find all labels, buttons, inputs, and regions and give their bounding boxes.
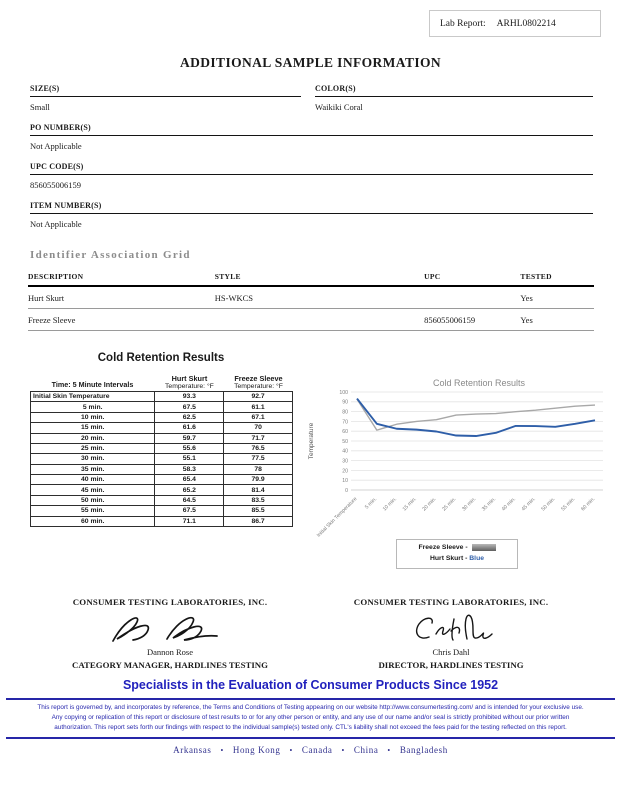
signer-name: Chris Dahl (432, 647, 470, 657)
location-item: Canada (301, 745, 333, 755)
item-number-value: Not Applicable (30, 219, 82, 229)
po-number-value: Not Applicable (30, 141, 82, 151)
column-header: STYLE (215, 270, 424, 286)
item-number-label: ITEM NUMBER(S) (30, 201, 593, 214)
lab-report-box (429, 10, 601, 37)
lab-report-number: ARHL0802214 (496, 18, 556, 29)
size-value: Small (30, 102, 50, 112)
signature-dannon-rose-icon (85, 609, 255, 651)
x-tick-label: 35 min. (480, 496, 498, 513)
cell: 20 min. (31, 433, 155, 443)
y-tick-label: 30 (342, 458, 348, 465)
legend-hurt-skurt-color-word: Blue (469, 554, 484, 562)
company-slogan: Specialists in the Evaluation of Consumer Products Since 1952 (122, 678, 499, 692)
table-row (31, 454, 293, 464)
bullet-separator: • (289, 746, 293, 755)
table-row (28, 286, 594, 309)
hurt-skurt-column-title: Hurt Skurt (171, 374, 208, 383)
cold-retention-table (30, 374, 293, 527)
y-tick-label: 60 (342, 429, 348, 436)
cell: Initial Skin Temperature (31, 392, 155, 402)
cell: 78 (224, 464, 293, 474)
cell: 77.5 (224, 454, 293, 464)
cell: 83.5 (224, 495, 293, 505)
x-tick-label: 55 min. (560, 496, 577, 513)
sample-info-section (30, 84, 593, 229)
cell: 50 min. (31, 495, 155, 505)
chart-legend (396, 539, 518, 569)
x-tick-label: 45 min. (520, 496, 537, 513)
cell: 76.5 (224, 443, 293, 453)
office-locations (0, 745, 621, 755)
cell: 15 min. (31, 423, 155, 433)
cell: 81.4 (224, 485, 293, 495)
table-row (31, 392, 293, 402)
table-row (31, 433, 293, 443)
cell (215, 309, 424, 331)
cell: 55.1 (155, 454, 224, 464)
time-intervals-header: Time: 5 Minute Intervals (51, 380, 134, 389)
cell: 92.7 (224, 392, 293, 402)
signature-chris-dahl-icon (391, 609, 511, 651)
chart-title: Cold Retention Results (432, 378, 526, 388)
y-tick-label: 70 (342, 419, 348, 426)
y-tick-label: 50 (342, 438, 348, 445)
signature-left (35, 597, 305, 670)
po-number-label: PO NUMBER(S) (30, 123, 593, 136)
cell: 61.1 (224, 402, 293, 412)
identifier-grid-heading: Identifier Association Grid (30, 249, 191, 261)
y-tick-label: 80 (342, 409, 348, 416)
upc-code-value: 856055006159 (30, 180, 81, 190)
x-tick-label: 5 min. (364, 496, 379, 511)
lab-report-label: Lab Report: (440, 18, 486, 29)
y-tick-label: 20 (342, 468, 348, 475)
y-tick-label: 90 (342, 399, 348, 406)
table-row (31, 464, 293, 474)
color-value: Waikiki Coral (315, 102, 363, 112)
table-row (28, 309, 594, 331)
cell: 71.1 (155, 516, 224, 526)
cell: 58.3 (155, 464, 224, 474)
signer-title: CATEGORY MANAGER, HARDLINES TESTING (71, 660, 268, 670)
cell: 86.7 (224, 516, 293, 526)
location-item: China (353, 745, 379, 755)
column-header: DESCRIPTION (28, 270, 215, 286)
table-row (31, 423, 293, 433)
cell: 67.5 (155, 402, 224, 412)
table-row (31, 495, 293, 505)
cell: 61.6 (155, 423, 224, 433)
cell: 25 min. (31, 443, 155, 453)
series-line-hurt-skurt (357, 399, 595, 436)
table-row (31, 412, 293, 422)
cell: Yes (520, 309, 594, 331)
cell: 67.5 (155, 506, 224, 516)
legend-freeze-sleeve-label: Freeze Sleeve - (418, 544, 470, 551)
cell: 30 min. (31, 454, 155, 464)
color-label: COLOR(S) (315, 84, 593, 97)
cell: 5 min. (31, 402, 155, 412)
cell: 62.5 (155, 412, 224, 422)
cell: HS-WKCS (215, 286, 424, 309)
x-tick-label: 30 min. (461, 496, 478, 513)
column-header: TESTED (520, 270, 594, 286)
table-row (31, 402, 293, 412)
hurt-skurt-column-sub: Temperature: °F (165, 383, 214, 390)
size-label: SIZE(S) (30, 84, 301, 97)
company-name: CONSUMER TESTING LABORATORIES, INC. (72, 597, 268, 607)
legend-hurt-skurt-label: Hurt Skurt - (429, 554, 470, 562)
cell: 10 min. (31, 412, 155, 422)
cell: 64.5 (155, 495, 224, 505)
line-chart (303, 376, 611, 540)
cell: 71.7 (224, 433, 293, 443)
y-tick-label: 40 (342, 448, 348, 455)
y-tick-label: 10 (342, 478, 348, 485)
cell: 79.9 (224, 475, 293, 485)
location-item: Hong Kong (232, 745, 281, 755)
cell: 856055006159 (424, 309, 520, 331)
cell (424, 286, 520, 309)
location-item: Arkansas (173, 745, 212, 755)
cell: 85.5 (224, 506, 293, 516)
table-row (31, 506, 293, 516)
bullet-separator: • (341, 746, 345, 755)
freeze-sleeve-column-sub: Temperature: °F (234, 383, 283, 390)
cell: 35 min. (31, 464, 155, 474)
legal-disclaimer: This report is governed by, and incorporates by reference, the Terms and Conditions of Testing appearing on our website http://www.consumertesting.com/ and is intended for your exclusive use. Any copying or replication of this report or disclosure of test results to or for any other person or entity, and any use of our name and/or seal is strictly prohibited without our prior written authorization. This report sets forth our findings with respect to the individual sample(s) tested only. CTL's liability shall not exceed the fees paid for the testing reflected on this report. (6, 698, 615, 739)
x-tick-label: 50 min. (540, 496, 557, 513)
bullet-separator: • (220, 746, 224, 755)
x-tick-label: 15 min. (401, 496, 418, 513)
column-header: UPC (424, 270, 520, 286)
cell: 55 min. (31, 506, 155, 516)
cell: 65.2 (155, 485, 224, 495)
signature-right (316, 597, 586, 670)
table-row (31, 443, 293, 453)
y-axis-label: Temperature (308, 422, 315, 460)
cell: 45 min. (31, 485, 155, 495)
cold-retention-heading: Cold Retention Results (97, 352, 225, 364)
identifier-grid-table (28, 270, 594, 331)
cell: 65.4 (155, 475, 224, 485)
x-tick-label: 40 min. (500, 496, 518, 513)
upc-code-label: UPC CODE(S) (30, 162, 593, 175)
signature-section (35, 597, 586, 670)
bullet-separator: • (387, 746, 391, 755)
freeze-sleeve-swatch (472, 544, 496, 551)
cell: Yes (520, 286, 594, 309)
table-header-row (28, 270, 594, 286)
table-row (31, 475, 293, 485)
x-tick-label: 60 min. (580, 496, 597, 513)
y-tick-label: 100 (339, 389, 348, 396)
x-tick-label: 20 min. (421, 496, 438, 513)
cell: 67.1 (224, 412, 293, 422)
signer-title: DIRECTOR, HARDLINES TESTING (378, 660, 524, 670)
x-tick-label: 25 min. (441, 496, 458, 513)
page-title: ADDITIONAL SAMPLE INFORMATION (179, 55, 442, 70)
cell: 70 (224, 423, 293, 433)
cell: 60 min. (31, 516, 155, 526)
table-row (31, 485, 293, 495)
cell: Freeze Sleeve (28, 309, 215, 331)
y-tick-label: 0 (345, 487, 348, 494)
x-tick-label: Initial Skin Temperature (315, 496, 359, 539)
freeze-sleeve-column-title: Freeze Sleeve (234, 374, 283, 383)
cold-retention-chart (303, 376, 611, 569)
cell: 40 min. (31, 475, 155, 485)
cell: 93.3 (155, 392, 224, 402)
cold-retention-grid (30, 391, 293, 527)
x-tick-label: 10 min. (381, 496, 399, 513)
cell: 55.6 (155, 443, 224, 453)
identifier-association-section (28, 249, 594, 331)
table-row (31, 516, 293, 526)
location-item: Bangladesh (399, 745, 448, 755)
cell: 59.7 (155, 433, 224, 443)
signer-name: Dannon Rose (146, 647, 194, 657)
cell: Hurt Skurt (28, 286, 215, 309)
company-name: CONSUMER TESTING LABORATORIES, INC. (353, 597, 549, 607)
